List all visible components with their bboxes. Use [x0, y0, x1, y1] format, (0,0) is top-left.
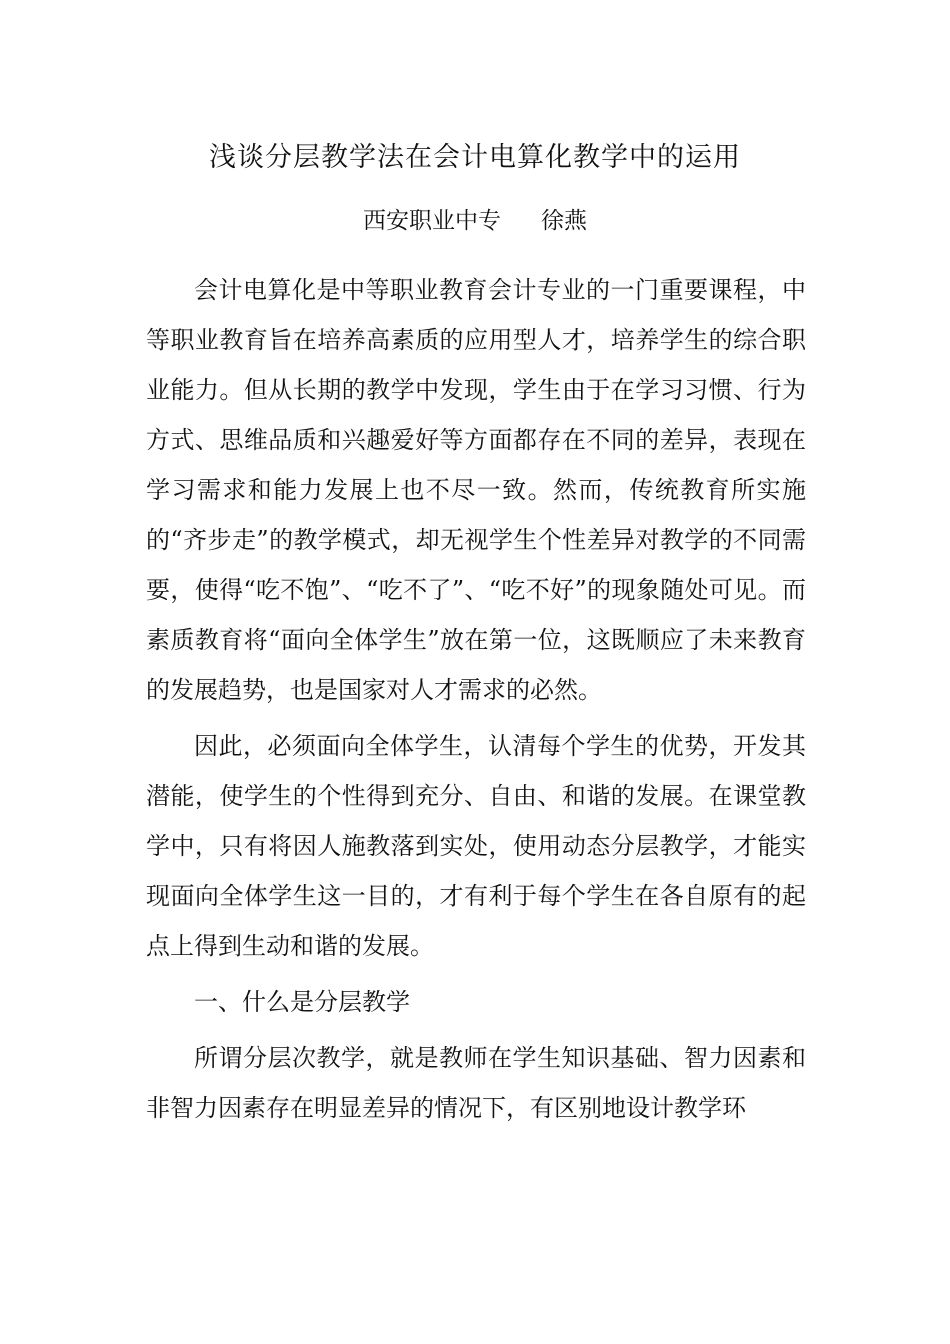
section-heading: 一、什么是分层教学 — [194, 988, 410, 1016]
author-name: 徐燕 — [541, 208, 587, 234]
paragraph-intro: 会计电算化是中等职业教育会计专业的一门重要课程，中等职业教育旨在培养高素质的应用型人才，培养学生的综合职业能力。但从长期的教学中发现，学生由于在学习习惯、行为方式、思维品质和兴趣爱好等方面都存在不同的差异，表现在学习需求和能力发展上也不尽一致。然而，传统教育所实施的“齐步走”的教学模式，却无视学生个性差异对教学的不同需要，使得“吃不饱”、“吃不了”、“吃不好”的现象随处可见。而素质教育将“面向全体学生”放在第一位，这既顺应了未来教育的发展趋势，也是国家对人才需求的必然。 — [146, 276, 806, 704]
author-organization: 西安职业中专 — [363, 208, 501, 234]
paragraph-definition: 所谓分层次教学，就是教师在学生知识基础、智力因素和非智力因素存在明显差异的情况下，有区别地设计教学环 — [146, 1044, 806, 1122]
paragraph-therefore: 因此，必须面向全体学生，认清每个学生的优势，开发其潜能，使学生的个性得到充分、自由、和谐的发展。在课堂教学中，只有将因人施教落到实处，使用动态分层教学，才能实现面向全体学生这一目的，才有利于每个学生在各自原有的起点上得到生动和谐的发展。 — [146, 732, 806, 960]
document-title: 浅谈分层教学法在会计电算化教学中的运用 — [209, 142, 741, 173]
byline — [0, 203, 950, 239]
body-text — [146, 265, 806, 1139]
